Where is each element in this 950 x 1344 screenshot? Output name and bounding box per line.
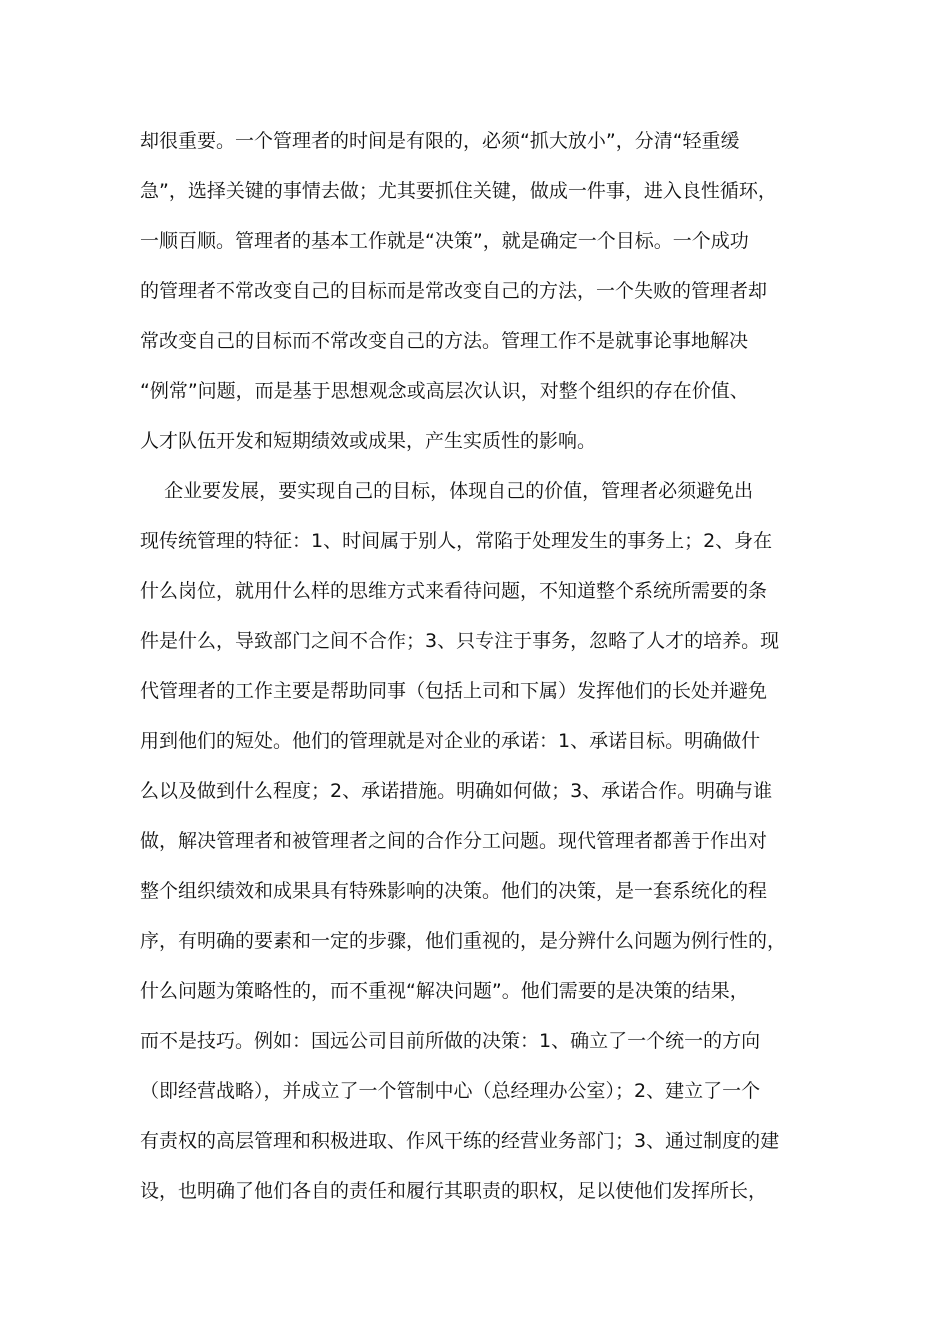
paragraph-line: 设，也明确了他们各自的责任和履行其职责的职权，足以使他们发挥所长，	[140, 1180, 768, 1202]
paragraph-2	[140, 466, 840, 1216]
paragraph-line: 人才队伍开发和短期绩效或成果，产生实质性的影响。	[140, 430, 597, 452]
paragraph-line: 常改变自己的目标而不常改变自己的方法。管理工作不是就事论事地解决	[140, 330, 749, 352]
paragraph-line: 序，有明确的要素和一定的步骤，他们重视的，是分辨什么问题为例行性的，	[140, 930, 787, 952]
paragraph-line: 代管理者的工作主要是帮助同事（包括上司和下属）发挥他们的长处并避免	[140, 680, 768, 702]
paragraph-line: 而不是技巧。例如：国远公司目前所做的决策：1、确立了一个统一的方向	[140, 1030, 761, 1052]
paragraph-line: 用到他们的短处。他们的管理就是对企业的承诺：1、承诺目标。明确做什	[140, 730, 761, 752]
paragraph-line: （即经营战略），并成立了一个管制中心（总经理办公室）；2、建立了一个	[140, 1080, 761, 1102]
paragraph-line: “例常”问题，而是基于思想观念或高层次认识，对整个组织的存在价值、	[140, 380, 749, 402]
paragraph-line: 什么岗位，就用什么样的思维方式来看待问题，不知道整个系统所需要的条	[140, 580, 768, 602]
paragraph-line: 的管理者不常改变自己的目标而是常改变自己的方法，一个失败的管理者却	[140, 280, 768, 302]
paragraph-line: 企业要发展，要实现自己的目标，体现自己的价值，管理者必须避免出	[140, 480, 754, 502]
paragraph-line: 有责权的高层管理和积极进取、作风干练的经营业务部门；3、通过制度的建	[140, 1130, 780, 1152]
paragraph-1	[140, 116, 840, 466]
paragraph-line: 什么问题为策略性的，而不重视“解决问题”。他们需要的是决策的结果，	[140, 980, 749, 1002]
paragraph-line: 却很重要。一个管理者的时间是有限的，必须“抓大放小”，分清“轻重缓	[140, 130, 740, 152]
paragraph-line: 急”，选择关键的事情去做；尤其要抓住关键，做成一件事，进入良性循环，	[140, 180, 777, 202]
paragraph-line: 么以及做到什么程度；2、承诺措施。明确如何做；3、承诺合作。明确与谁	[140, 780, 773, 802]
paragraph-line: 现传统管理的特征：1、时间属于别人，常陷于处理发生的事务上；2、身在	[140, 530, 773, 552]
paragraph-line: 做，解决管理者和被管理者之间的合作分工问题。现代管理者都善于作出对	[140, 830, 768, 852]
paragraph-line: 整个组织绩效和成果具有特殊影响的决策。他们的决策，是一套系统化的程	[140, 880, 768, 902]
paragraph-line: 件是什么，导致部门之间不合作；3、只专注于事务，忽略了人才的培养。现	[140, 630, 780, 652]
paragraph-line: 一顺百顺。管理者的基本工作就是“决策”，就是确定一个目标。一个成功	[140, 230, 749, 252]
